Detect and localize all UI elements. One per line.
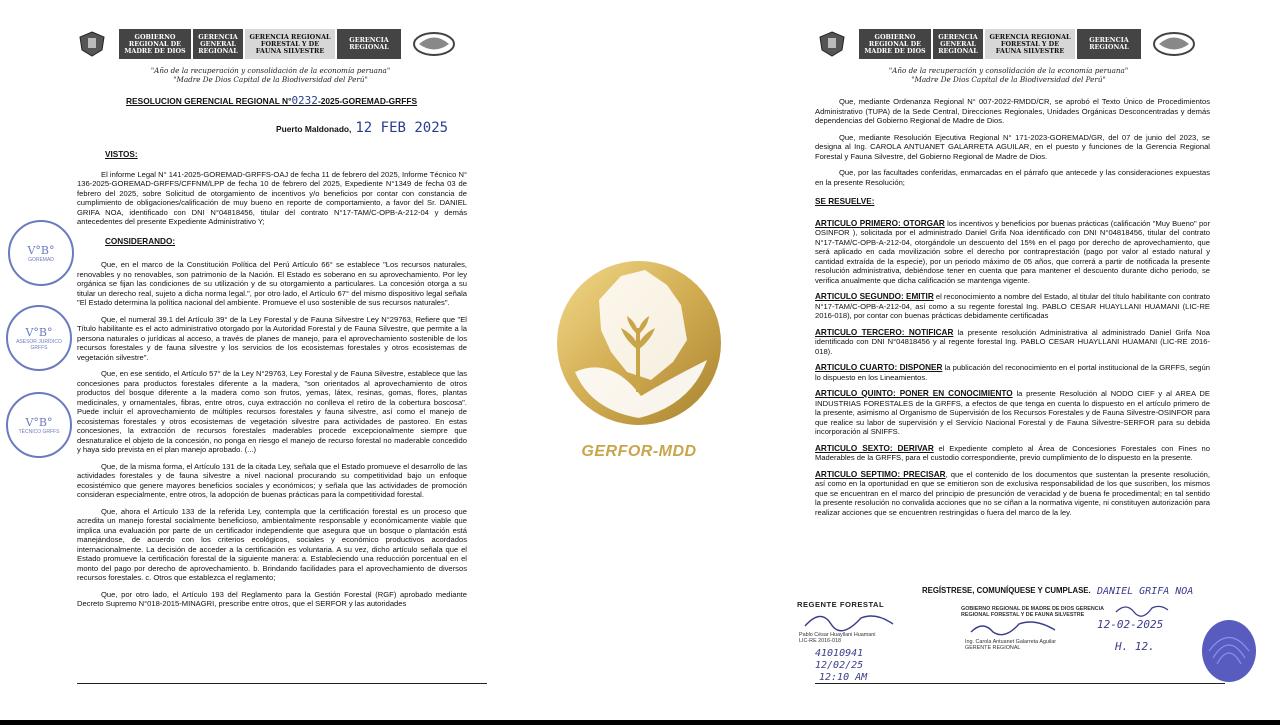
- letterhead: [75, 28, 457, 60]
- footer-rule: [815, 683, 1225, 684]
- resolution-title: RESOLUCION GERENCIAL REGIONAL N°0232-2025-GOREMAD-GRFFS: [126, 94, 418, 107]
- coat-of-arms-icon: [75, 29, 109, 59]
- regente-label: REGENTE FORESTAL: [797, 600, 885, 609]
- gerfor-emblem-icon: [541, 0, 737, 720]
- handwritten-dni: 41010941: [815, 648, 864, 659]
- resolution-body: [815, 97, 1210, 524]
- letterhead: [815, 28, 1197, 60]
- header-box-gerencia-regional: GERENCIA REGIONAL: [335, 29, 401, 59]
- considerando-p5: Que, ahora el Artículo 133 de la referida Ley, contempla que la certificación forestal es un proceso que acredita un manejo forestal socialmente beneficioso, ambientalmente responsable y económicamente viable que implica una evaluación por parte de un certificador independiente que asegura que un bosque o plantación está manejándose, de acuerdo con los criterios ecológicos, sociales y económico productivos acordados internacionalmente. La decisión de acceder a la certificación es voluntaria. A su vez, dicho artículo señala que el Estado promueve la certificación forestal de la siguiente manera: a. Estableciendo una reducción porcentual en el monto del pago por derecho de aprovechamiento. b. Brindando facilidades para el aprovechamiento de diversos recursos forestales. c. Otros que establezca el reglamento;: [77, 506, 467, 582]
- header-box-gobierno: GOBIERNO REGIONAL DE MADRE DE DIOS: [857, 29, 931, 59]
- articulo-quinto: ARTICULO QUINTO: PONER EN CONOCIMIENTO la presente Resolución al NODO CIEF y al AREA DE INDUSTRIAS FORESTALES de la GRFFS, a efectos de que tenga en cuenta lo dispuesto en el artículo primero de la presente, asimismo al Organismo de Supervisión de los Recursos Forestales y de Fauna Silvestre-OSINFOR para que realice su labor de supervisión y el Servicio Nacional Forestal y de Fauna Silvestre-SERFOR para su debida incorporación al SNIFFS.: [815, 389, 1210, 436]
- fingerprint-icon: [1199, 618, 1259, 684]
- se-resuelve-heading: SE RESUELVE:: [815, 197, 875, 206]
- handwritten-hour-right: H. 12.: [1115, 640, 1155, 653]
- handwritten-time-left: 12:10 AM: [819, 672, 868, 683]
- holder-signature-icon: [1112, 600, 1172, 618]
- articulo-segundo: ARTICULO SEGUNDO: EMITIR el reconocimiento a nombre del Estado, al titular del título habilitante con contrato N°17-TAM/C-OPB-A-212-04, así como a su regente forestal Ing. PABLO CESAR HUAYLLANI HUAMANI (LIC-RE 2016-018), por contar con buenas prácticas debidamente certificadas: [815, 292, 1210, 320]
- vb-stamp-3: V°B° TÉCNICO GRFFS: [6, 392, 72, 458]
- articulo-tercero: ARTICULO TERCERO: NOTIFICAR la presente resolución Administrativa al administrado Daniel Grifa Noa identificado con DNI N°04818456 y al regente forestal Ing. PABLO CESAR HUAYLLANI HUAMANI (LIC-RE 2016-018).: [815, 327, 1210, 356]
- resolution-number: 0232: [291, 94, 318, 107]
- document-page-right: [737, 0, 1280, 720]
- footer-rule: [77, 683, 487, 684]
- motto: "Año de la recuperación y consolidación de la economía peruana" "Madre De Dios Capital de la Biodiversidad del Perú": [888, 66, 1129, 84]
- header-box-gobierno: GOBIERNO REGIONAL DE MADRE DE DIOS: [117, 29, 191, 59]
- date-stamp: 12 FEB 2025: [355, 120, 449, 136]
- header-box-gerencia-regional: GERENCIA REGIONAL: [1075, 29, 1141, 59]
- closing-formula: REGÍSTRESE, COMUNÍQUESE Y CUMPLASE.: [922, 586, 1091, 595]
- header-box-grffs: GERENCIA REGIONAL FORESTAL Y DE FAUNA SILVESTRE: [243, 29, 335, 59]
- handwritten-name: DANIEL GRIFA NOA: [1097, 586, 1194, 597]
- motto: "Año de la recuperación y consolidación de la economía peruana" "Madre De Dios Capital de la Biodiversidad del Perú": [150, 66, 391, 84]
- gerfor-logo-panel: [541, 0, 737, 720]
- regional-logo-icon: [1151, 29, 1197, 59]
- gerfor-logo-text: GERFOR-MDD: [581, 443, 697, 460]
- articulo-septimo: ARTICULO SEPTIMO: PRECISAR, que el contenido de los documentos que sustentan la presente resolución, así como en la oportunidad en que se emitieron son de exclusiva responsabilidad de los que suscriben, los mismos que se encuentran en el marco del principio de presunción de veracidad y de buena fe procedimental; en tal sentido la presente resolución no convalida acciones que no se ciñan a la normativa vigente, ni constituyen autorización para realizar acciones que se encuentren restringidas o fuera del marco de la ley.: [815, 469, 1211, 517]
- header-box-gerencia-general: GERENCIA GENERAL REGIONAL: [191, 29, 243, 59]
- articulo-primero: ARTICULO PRIMERO: OTORGAR los incentivos y beneficios por buenas prácticas (calificación "Muy Bueno" por OSINFOR ), solicitada por el administrado Daniel Grifa Noa identificado con DNI N°04818456, titular del contrato N°17-TAM/C-OPB-A-212-04, otorgándole un descuento del 15% en el pago por derecho de aprovechamiento, que será aplicado en cada movilización sobre el derecho por contraprestación (pago por valor al estado natural y cantidad extraída de la especie), por un periodo máximo de 05 años, que correrá a partir de notificada la presente resolución administrativa, debiéndose tener en cuenta que para mantener el descuento durante dicho periodo, se verifica anualmente que dicha calificación se mantenga vigente.: [815, 218, 1210, 285]
- right-p2: Que, mediante Resolución Ejecutiva Regional N° 171-2023-GOREMAD/GR, del 07 de junio del 2023, se designa al Ing. CAROLA ANTUANET GALARRETA AGUILAR, en el puesto y funciones de la Gerencia Regional Forestal y Fauna Silvestre, del Gobierno Regional de Madre de Dios.: [815, 132, 1210, 161]
- considerando-p1: Que, en el marco de la Constitución Política del Perú Artículo 66° se establece "Los recursos naturales, renovables y no renovables, son patrimonio de la Nación. El Estado es soberano en su aprovechamiento. Por ley orgánica se fijan las condiciones de su utilización y de su otorgamiento a particulares. La concesión otorga a su titular un derecho real, sujeto a dicha norma legal.", por otro lado, el Artículo 67° del mismo dispositivo legal señala "El Estado determina la política nacional del ambiente. Promueve el uso sostenible de sus recursos naturales".: [77, 260, 467, 307]
- vistos-heading: VISTOS:: [105, 150, 138, 159]
- handwritten-date-right: 12-02-2025: [1097, 618, 1164, 631]
- considerando-p2: Que, el numeral 39.1 del Artículo 39° de la Ley Forestal y de Fauna Silvestre Ley N°29763, Refiere que "El Título habilitante es el acto administrativo otorgado por la Autoridad Forestal y de Fauna Silvestre, que permite a la persona naturales o jurídicas al acceso, a través de planes de manejo, para el aprovechamiento sostenible de los recursos forestales y de fauna silvestre y los servicios de los ecosistemas forestales y otros ecosistemas de vegetación silvestre".: [77, 314, 467, 362]
- considerando-p4: Que, de la misma forma, el Artículo 131 de la citada Ley, señala que el Estado promueve el desarrollo de las actividades forestales y de fauna silvestre a nivel nacional procurando su competitividad bajo un enfoque ecosistémico que genere mayores beneficios sociales y económicos; y señala que las actividades de promoción consideran especialmente, entre otros, la adopción de buenas prácticas para la competitividad forestal.: [77, 461, 467, 499]
- header-box-grffs: GERENCIA REGIONAL FORESTAL Y DE FAUNA SILVESTRE: [983, 29, 1075, 59]
- vb-stamp-2: V°B° ASESOR JURÍDICO GRFFS: [6, 305, 72, 371]
- regente-signature-icon: [801, 606, 901, 634]
- gerente-details: Ing. Carola Antuanet Galarreta Aguilar GERENTE REGIONAL: [965, 639, 1057, 652]
- vb-stamp-1: V°B° GOREMAD: [8, 220, 74, 286]
- coat-of-arms-icon: [815, 29, 849, 59]
- considerando-heading: CONSIDERANDO:: [105, 236, 176, 246]
- gerente-stamp-org: GOBIERNO REGIONAL DE MADRE DE DIOS GERENCIA REGIONAL FORESTAL Y DE FAUNA SILVESTRE: [961, 606, 1104, 619]
- articulo-cuarto: ARTICULO CUARTO: DISPONER la publicación del reconocimiento en el portal institucional de la GRFFS, según lo dispuesto en los Lineamientos.: [815, 363, 1210, 382]
- document-page-left: [0, 0, 541, 720]
- regional-logo-icon: [411, 29, 457, 59]
- vistos-section: [77, 150, 467, 616]
- right-p1: Que, mediante Ordenanza Regional N° 007-2022-RMDD/CR, se aprobó el Texto Único de Procedimientos Administrativo (TUPA) de la Sede Central, Direcciones Regionales, Unidades Orgánicas Desconcentradas y demás dependencias del Gobierno Regional de Madre de Dios.: [815, 97, 1210, 125]
- regente-details: Pablo César Huayllani Huamani LIC-RE 2016-018: [799, 632, 876, 645]
- considerando-p3: Que, en ese sentido, el Artículo 57° de la Ley N°29763, Ley Forestal y de Fauna Silvestre, establece que las concesiones para productos forestales diferente a la madera, "son orientados al aprovechamiento de otros productos del bosque diferente a la madera como son frutos, yemas, látex, resinas, gomas, flores, plantas medicinales, y ornamentales, fibras, entre otros, cuya extracción no conlleva el retiro de la cobertura boscosa". Puede incluir el aprovechamiento de múltiples recursos forestales y fauna silvestre, así como el manejo de ecosistemas forestales y otros ecosistemas de vegetación silvestre para actividades de pastoreo. En estas concesiones, la extracción de recursos forestales maderables procede excepcionalmente siempre que desnaturalice el objeto de la concesión, no ponga en riesgo el manejo de recurso forestal no maderable concedido y haya sido prevista en el plan manejo aprobado. (...): [77, 369, 467, 454]
- considerando-p6: Que, por otro lado, el Artículo 193 del Reglamento para la Gestión Forestal (RGF) aprobado mediante Decreto Supremo N°018-2015-MINAGRI, prescribe entre otros, que el SERFOR y las autoridades: [77, 589, 467, 608]
- vistos-text: El informe Legal N° 141-2025-GOREMAD-GRFFS-OAJ de fecha 11 de febrero del 2025, Informe Técnico N° 136-2025-GOREMAD-GRFFS/CFFNM/LPP de fecha 10 de febrero del 2025, Expediente N°1349 de fecha 03 de febrero del 2025, sobre Solicitud de otorgamiento de incentivos y/o beneficios por contar con constancia de cumplimiento de obligaciones/calificación de muy bueno en reporte de comportamiento, a favor del Sr. DANIEL GRIFA NOA, identificado con DNI N°04818456, titular del contrato N°17-TAM/C-OPB-A-212-04 y demás antecedentes del presente Expediente Administrativo Y;: [77, 169, 467, 226]
- place-date: Puerto Maldonado, 12 FEB 2025: [276, 120, 449, 136]
- articulo-sexto: ARTICULO SEXTO: DERIVAR el Expediente completo al Área de Concesiones Forestales con Fines no Maderables de la GRFFS, para el custodio correspondiente, previo cumplimiento de lo dispuesto en la presente.: [815, 443, 1210, 462]
- handwritten-date-left: 12/02/25: [815, 660, 864, 671]
- right-p3: Que, por las facultades conferidas, enmarcadas en el párrafo que antecede y las consideraciones expuestas en la presente Resolución;: [815, 168, 1210, 187]
- header-box-gerencia-general: GERENCIA GENERAL REGIONAL: [931, 29, 983, 59]
